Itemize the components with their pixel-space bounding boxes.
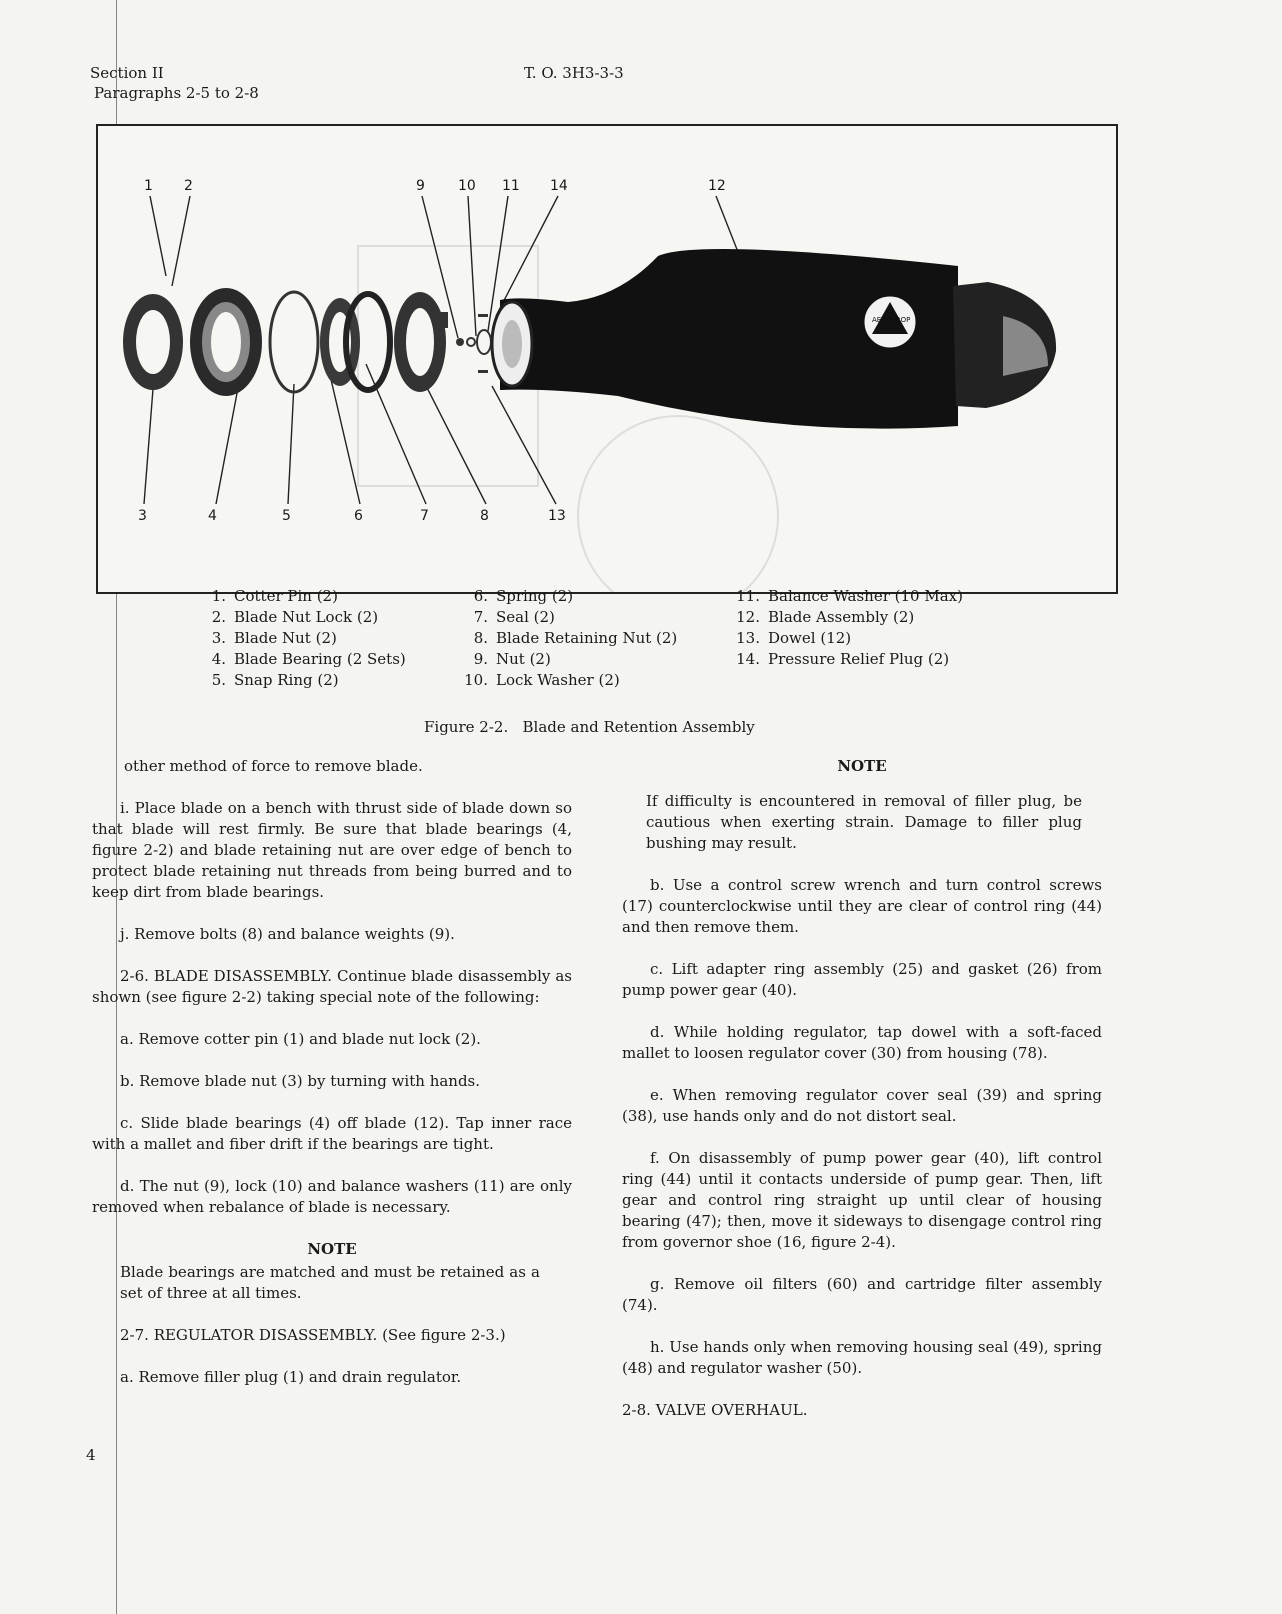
section-2-7-heading: 2-7. REGULATOR DISASSEMBLY. (See figure 2-3.) bbox=[120, 1326, 506, 1344]
technical-order-number: T. O. 3H3-3-3 bbox=[524, 64, 624, 82]
legend-item: 10. Lock Washer (2) bbox=[464, 671, 620, 689]
note-text: Blade bearings are matched and must be retained as a set of three at all times. bbox=[120, 1263, 540, 1302]
page-number: 4 bbox=[86, 1446, 96, 1464]
step-a: a. Remove cotter pin (1) and blade nut lock (2). bbox=[120, 1030, 481, 1048]
legend-item: 3. Blade Nut (2) bbox=[211, 629, 337, 647]
aeroprop-logo: AEROPROP bbox=[872, 316, 911, 324]
callout-1: 1 bbox=[144, 178, 153, 194]
dowel-part bbox=[478, 370, 488, 373]
callout-9: 9 bbox=[416, 178, 425, 194]
section-label: Section II bbox=[90, 64, 164, 82]
step-i: i. Place blade on a bench with thrust side of blade down so that blade will rest firmly. Be sure that blade bearings (4, figure 2-2) and blade retaining nut are over edge of bench to protect blade retaining nut threads from being burred and to keep dirt from blade bearings. bbox=[92, 799, 572, 901]
figure-caption-title: Blade and Retention Assembly bbox=[522, 718, 755, 736]
blade-bearing-part bbox=[190, 288, 262, 396]
step-f: f. On disassembly of pump power gear (40), lift control ring (44) until it contacts underside of pump gear. Then, lift gear and control ring straight up until clear of housing bearing (47); then, move it sideways to disengage control ring from governor shoe (16, figure 2-4). bbox=[622, 1149, 1102, 1251]
spring-seal-part bbox=[320, 294, 390, 390]
step-d: d. While holding regulator, tap dowel with a soft-faced mallet to loosen regulator cover (30) from housing (78). bbox=[622, 1023, 1102, 1062]
snap-ring-part bbox=[270, 292, 318, 392]
callout-12: 12 bbox=[708, 178, 726, 194]
legend-item: 5. Snap Ring (2) bbox=[211, 671, 339, 689]
blade-retaining-nut-part bbox=[394, 292, 448, 392]
note-heading: NOTE bbox=[837, 757, 887, 775]
nut-part bbox=[456, 338, 464, 346]
callout-13: 13 bbox=[548, 508, 566, 524]
legend-column-1 bbox=[190, 586, 406, 691]
legend-item: 14. Pressure Relief Plug (2) bbox=[736, 650, 950, 668]
callout-6: 6 bbox=[354, 508, 363, 524]
legend-item: 12. Blade Assembly (2) bbox=[736, 608, 915, 626]
blade-nut-part bbox=[123, 294, 183, 390]
lock-washer-part bbox=[467, 338, 475, 346]
note-heading: NOTE bbox=[307, 1240, 357, 1258]
callout-8: 8 bbox=[480, 508, 489, 524]
step-g: g. Remove oil filters (60) and cartridge filter assembly (74). bbox=[622, 1275, 1102, 1314]
figure-caption-label: Figure 2-2. bbox=[424, 718, 509, 736]
step-b: b. Use a control screw wrench and turn control screws (17) counterclockwise until they are clear of control ring (44) and then remove them. bbox=[622, 876, 1102, 936]
legend-item: 9. Nut (2) bbox=[473, 650, 551, 668]
continued-text: other method of force to remove blade. bbox=[124, 757, 423, 775]
blade-retention-illustration bbox=[98, 126, 1116, 592]
balance-washer-part bbox=[477, 330, 491, 354]
left-column bbox=[92, 756, 572, 1388]
legend-item: 11. Balance Washer (10 Max) bbox=[736, 587, 963, 605]
step-b: b. Remove blade nut (3) by turning with hands. bbox=[120, 1072, 481, 1090]
legend-item: 8. Blade Retaining Nut (2) bbox=[473, 629, 678, 647]
figure-2-2-frame bbox=[96, 124, 1118, 594]
step-h: h. Use hands only when removing housing seal (49), spring (48) and regulator washer (50). bbox=[622, 1338, 1102, 1377]
legend-item: 13. Dowel (12) bbox=[736, 629, 852, 647]
step-c: c. Slide blade bearings (4) off blade (12). Tap inner race with a mallet and fiber drift if the bearings are tight. bbox=[92, 1114, 572, 1153]
legend-item: 2. Blade Nut Lock (2) bbox=[211, 608, 379, 626]
legend-item: 6. Spring (2) bbox=[473, 587, 574, 605]
note-text: If difficulty is encountered in removal of filler plug, be cautious when exerting strain. Damage to filler plug bushing may result. bbox=[646, 792, 1082, 852]
legend-column-3 bbox=[724, 586, 963, 670]
step-c: c. Lift adapter ring assembly (25) and gasket (26) from pump power gear (40). bbox=[622, 960, 1102, 999]
callout-11: 11 bbox=[502, 178, 520, 194]
callout-3: 3 bbox=[138, 508, 147, 524]
legend-column-2 bbox=[452, 586, 677, 691]
section-2-8-heading: 2-8. VALVE OVERHAUL. bbox=[622, 1401, 808, 1419]
legend-item: 7. Seal (2) bbox=[473, 608, 555, 626]
step-d: d. The nut (9), lock (10) and balance washers (11) are only removed when rebalance of blade is necessary. bbox=[92, 1177, 572, 1216]
section-2-6-heading: 2-6. BLADE DISASSEMBLY. Continue blade disassembly as shown (see figure 2-2) taking special note of the following: bbox=[92, 967, 572, 1006]
callout-2: 2 bbox=[184, 178, 193, 194]
figure-caption bbox=[424, 718, 755, 736]
callout-4: 4 bbox=[208, 508, 217, 524]
pressure-relief-plug-part bbox=[478, 314, 488, 317]
legend-item: 4. Blade Bearing (2 Sets) bbox=[211, 650, 406, 668]
paragraphs-range: Paragraphs 2-5 to 2-8 bbox=[94, 84, 259, 102]
callout-14: 14 bbox=[550, 178, 568, 194]
step-e: e. When removing regulator cover seal (39) and spring (38), use hands only and do not distort seal. bbox=[622, 1086, 1102, 1125]
callout-7: 7 bbox=[420, 508, 429, 524]
callout-5: 5 bbox=[282, 508, 291, 524]
right-column bbox=[622, 756, 1102, 1421]
callout-10: 10 bbox=[458, 178, 476, 194]
step-a-regulator: a. Remove filler plug (1) and drain regulator. bbox=[120, 1368, 462, 1386]
step-j: j. Remove bolts (8) and balance weights (9). bbox=[120, 925, 455, 943]
legend-item: 1. Cotter Pin (2) bbox=[211, 587, 338, 605]
blade-assembly-part bbox=[492, 249, 1056, 429]
